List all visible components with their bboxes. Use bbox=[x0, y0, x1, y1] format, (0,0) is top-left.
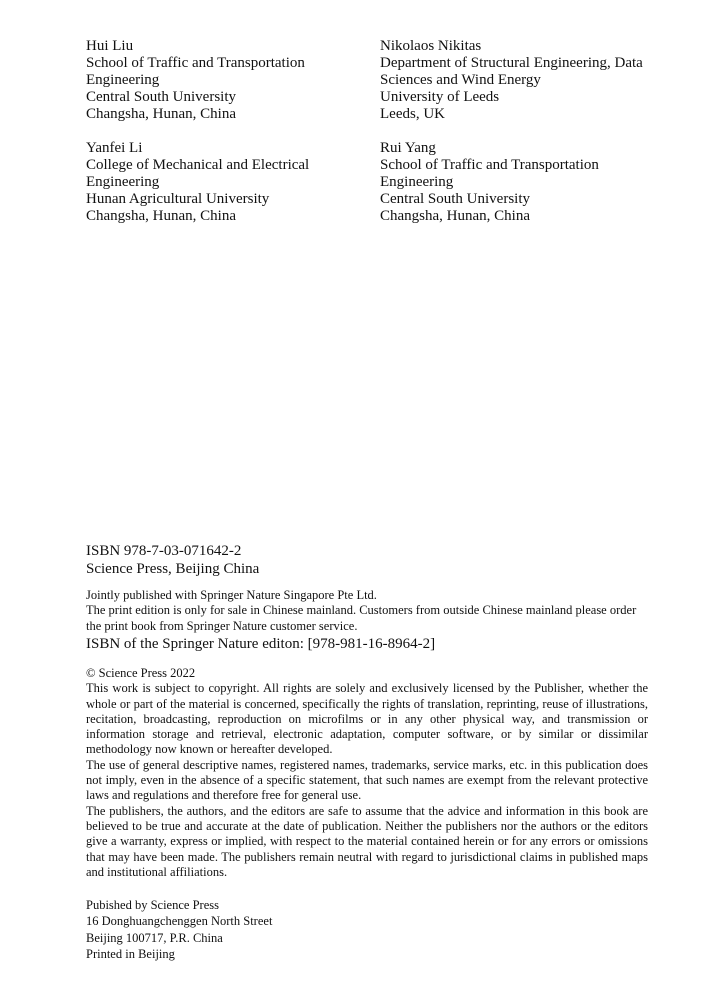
author-university: University of Leeds bbox=[380, 89, 500, 105]
author-name: Rui Yang bbox=[380, 140, 436, 156]
author-block bbox=[380, 38, 666, 123]
joint-publication-notice bbox=[86, 588, 648, 653]
copyright-paragraph-names: The use of general descriptive names, registered names, trademarks, service marks, etc. in this publication does not imply, even in the absence of a specific statement, that such names are exempt from the relevant protective laws and regulations and therefore free for general use. bbox=[86, 757, 648, 803]
printed-in: Printed in Beijing bbox=[86, 946, 175, 961]
author-department: School of Traffic and Transportation bbox=[380, 157, 599, 173]
copyright-paragraph-liability: The publishers, the authors, and the editors are safe to assume that the advice and information in this book are believed to be true and accurate at the date of publication. Neither the publishers nor the authors or the editors give a warranty, express or implied, with respect to the material contained herein or for any errors or omissions that may have been made. The publishers remain neutral with regard to jurisdictional claims in published maps and institutional affiliations. bbox=[86, 803, 648, 879]
author-department-cont: Engineering bbox=[86, 72, 160, 88]
author-university: Hunan Agricultural University bbox=[86, 191, 270, 207]
author-location: Changsha, Hunan, China bbox=[86, 106, 236, 122]
isbn-block bbox=[86, 542, 651, 578]
author-university: Central South University bbox=[86, 89, 236, 105]
author-name: Yanfei Li bbox=[86, 140, 143, 156]
author-block bbox=[86, 140, 380, 225]
author-location: Changsha, Hunan, China bbox=[380, 208, 530, 224]
publisher-address bbox=[86, 897, 486, 962]
author-name: Nikolaos Nikitas bbox=[380, 38, 482, 54]
author-location: Changsha, Hunan, China bbox=[86, 208, 236, 224]
isbn-number: ISBN 978-7-03-071642-2 bbox=[86, 543, 242, 559]
author-location: Leeds, UK bbox=[380, 106, 445, 122]
sales-region-notice: The print edition is only for sale in Chinese mainland. Customers from outside Chinese mainland please order the print book from Springer Nature customer service. bbox=[86, 603, 637, 633]
author-university: Central South University bbox=[380, 191, 530, 207]
author-department: College of Mechanical and Electrical bbox=[86, 157, 310, 173]
author-name: Hui Liu bbox=[86, 38, 134, 54]
author-department: Department of Structural Engineering, Data bbox=[380, 55, 643, 71]
author-block bbox=[86, 38, 380, 123]
publisher-street: 16 Donghuangchenggen North Street bbox=[86, 914, 273, 929]
publisher-name: Pubished by Science Press bbox=[86, 898, 219, 912]
author-department-cont: Engineering bbox=[86, 174, 160, 190]
author-block bbox=[380, 140, 666, 225]
copyright-line: © Science Press 2022 bbox=[86, 666, 196, 680]
copyright-notice bbox=[86, 666, 648, 880]
joint-publisher-line: Jointly published with Springer Nature Singapore Pte Ltd. bbox=[86, 588, 377, 602]
publisher-city: Beijing 100717, P.R. China bbox=[86, 930, 223, 945]
springer-isbn: ISBN of the Springer Nature editon: [978-981-16-8964-2] bbox=[86, 635, 436, 652]
author-department: School of Traffic and Transportation bbox=[86, 55, 305, 71]
copyright-paragraph-rights: This work is subject to copyright. All rights are solely and exclusively licensed by the Publisher, whether the whole or part of the material is concerned, specifically the rights of translation, reprinting, reuse of illustrations, recitation, broadcasting, reproduction on microfilms or in any other physical way, and transmission or information storage and retrieval, electronic adaptation, computer software, or by similar or dissimilar methodology now known or hereafter developed. bbox=[86, 681, 648, 757]
author-department-cont: Engineering bbox=[380, 174, 454, 190]
author-department-cont: Sciences and Wind Energy bbox=[380, 72, 541, 88]
isbn-publisher: Science Press, Beijing China bbox=[86, 561, 260, 577]
author-affiliations bbox=[86, 38, 666, 225]
